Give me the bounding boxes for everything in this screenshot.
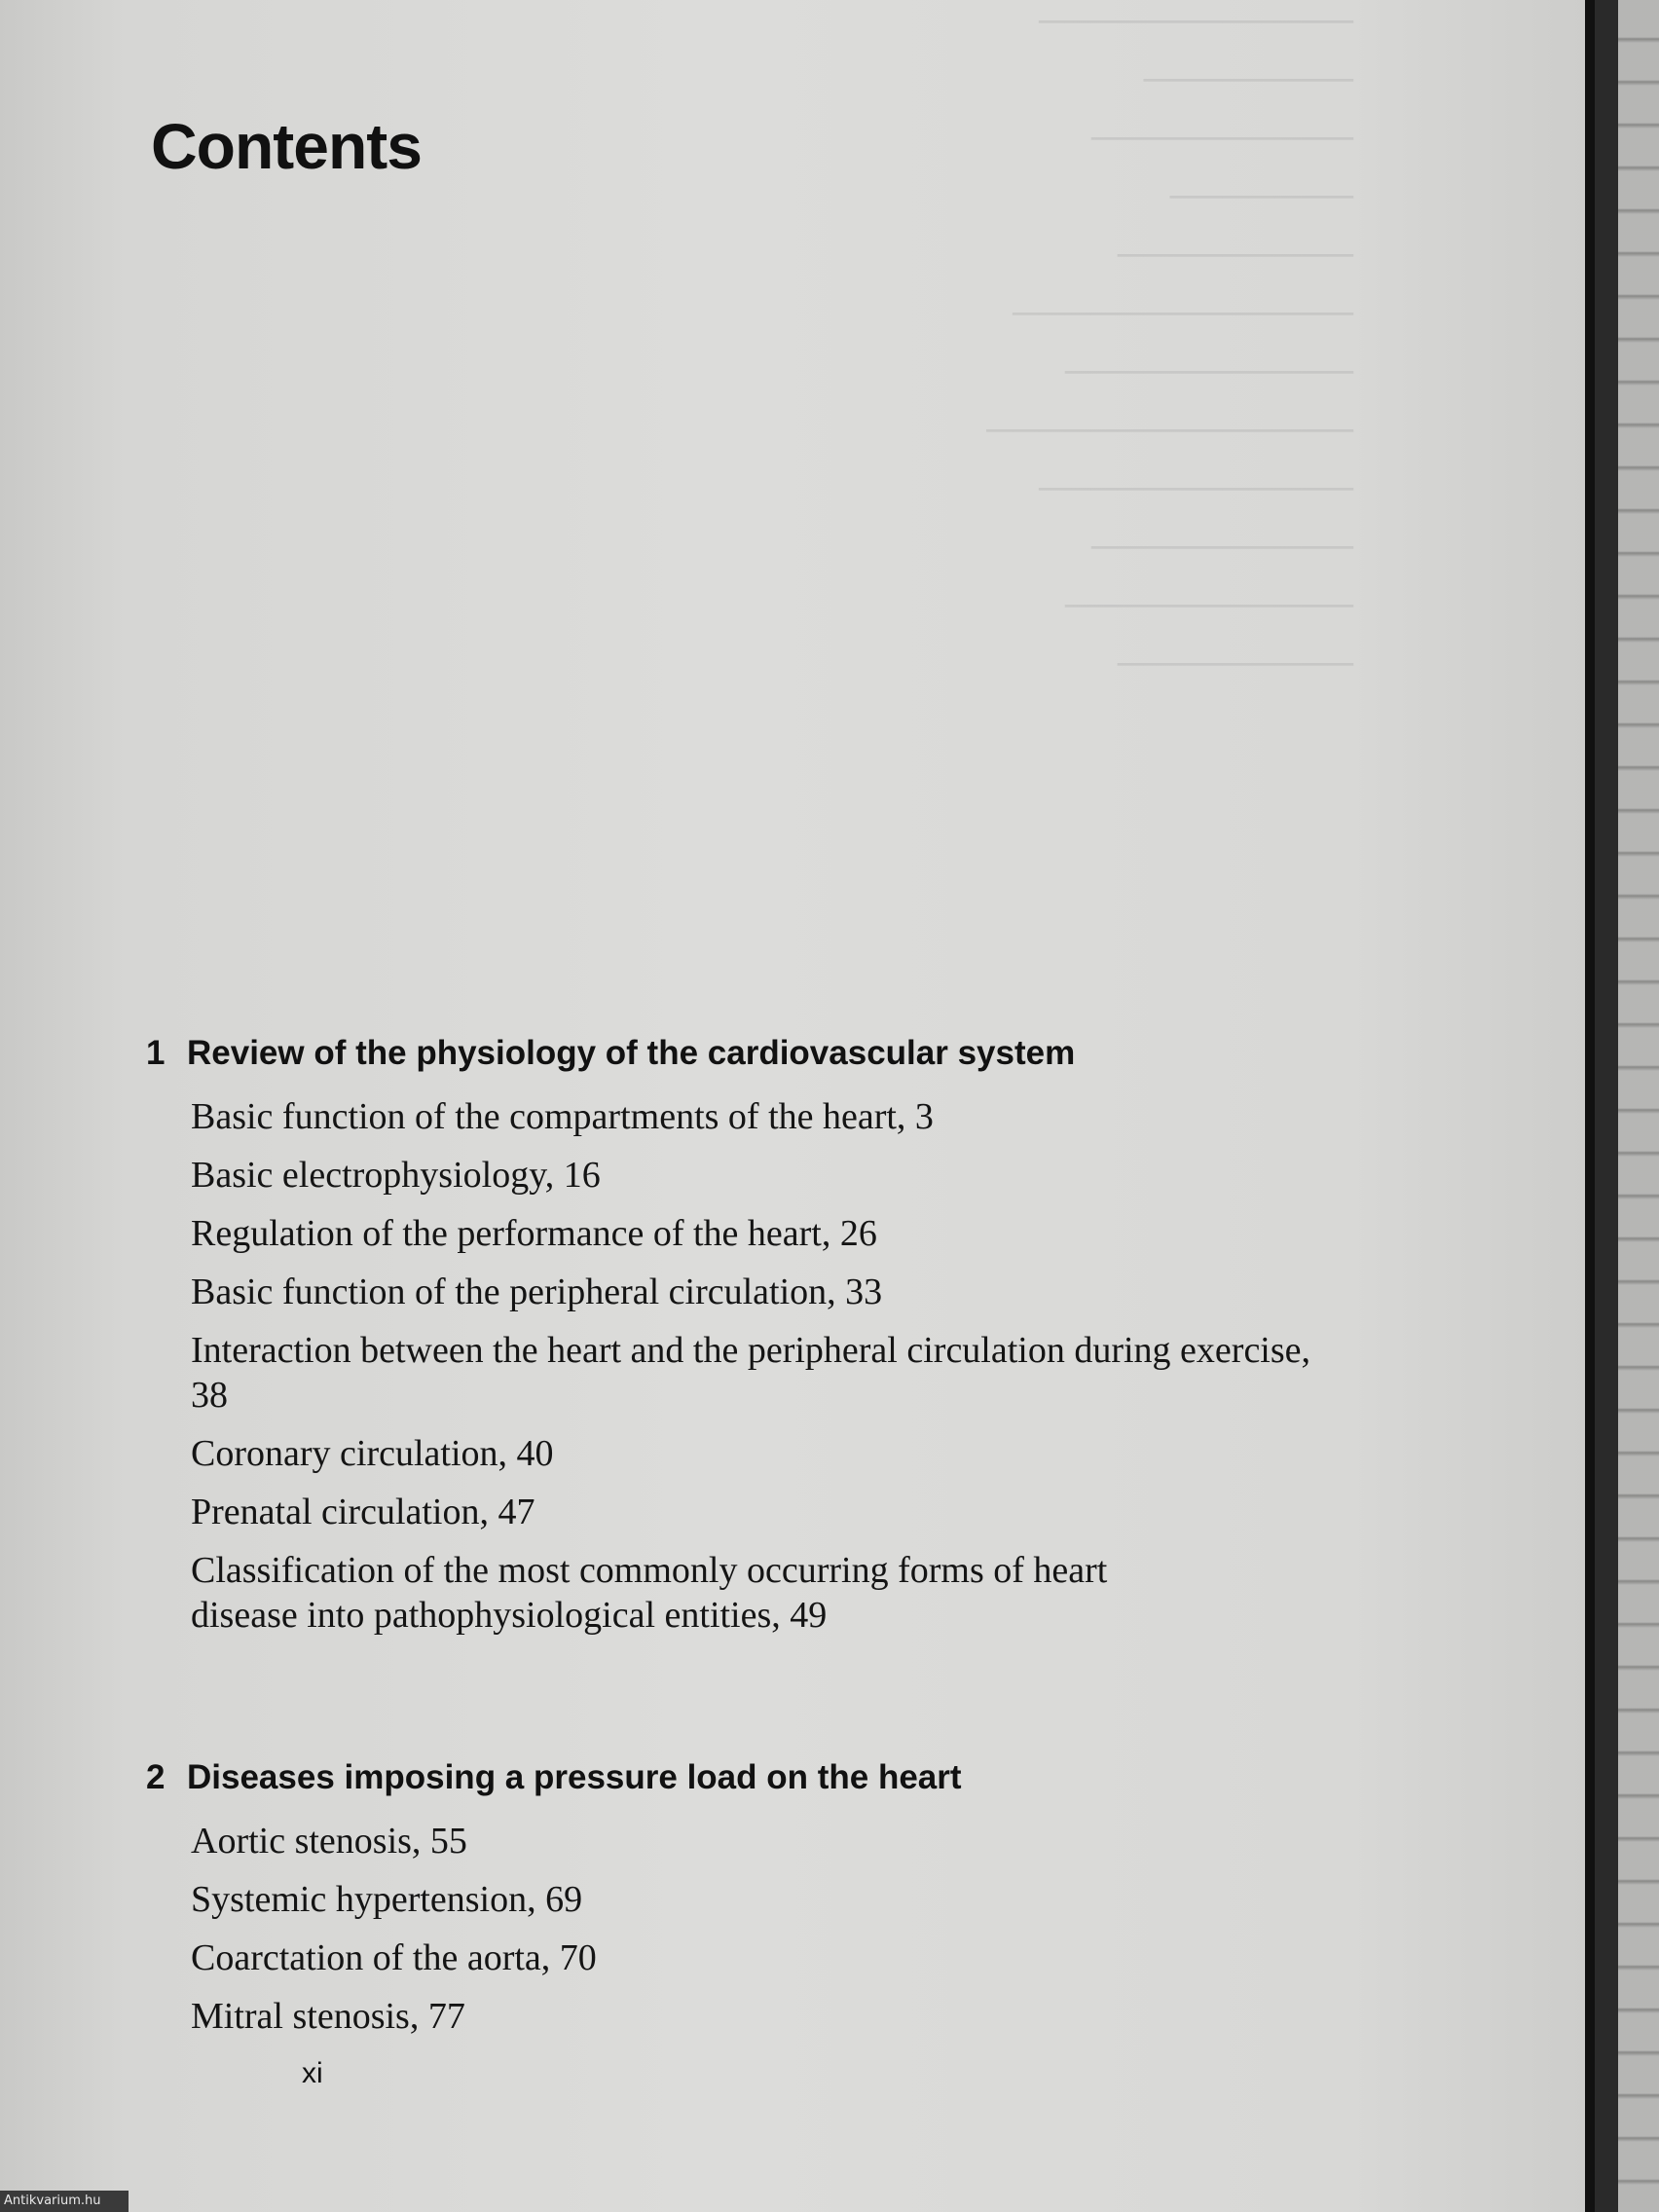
chapter-number: 1 xyxy=(146,1034,166,1072)
page-edges xyxy=(1618,0,1659,2212)
toc-entry: Basic function of the peripheral circulation, 33 xyxy=(191,1272,883,1312)
chapter-title: Diseases imposing a pressure load on the heart xyxy=(187,1758,962,1796)
chapter-entries xyxy=(146,1094,1363,1638)
page-title: Contents xyxy=(151,110,422,182)
toc-entry: Classification of the most commonly occurring forms of heart disease into pathophysiological entities, 49 xyxy=(191,1550,1108,1636)
chapter-heading xyxy=(146,1758,1363,1797)
toc-entry: Interaction between the heart and the peripheral circulation during exercise, 38 xyxy=(191,1330,1311,1416)
chapter-number: 2 xyxy=(146,1758,166,1796)
chapter-title: Review of the physiology of the cardiovascular system xyxy=(187,1034,1076,1072)
watermark: Antikvarium.hu xyxy=(0,2191,129,2212)
show-through-background: ──────────── ──────── ────────── ─────── ───────── ───────────── ─────────── ────────────── ──────────── ────────── ─────────── ───────── xyxy=(986,1,1353,684)
toc-entry: Coarctation of the aorta, 70 xyxy=(191,1937,597,1978)
chapter-2 xyxy=(146,1758,1363,2052)
toc-entry: Regulation of the performance of the heart, 26 xyxy=(191,1213,877,1254)
toc-entry: Mitral stenosis, 77 xyxy=(191,1996,465,2037)
spine-shadow xyxy=(1585,0,1595,2212)
toc-entry: Coronary circulation, 40 xyxy=(191,1433,554,1474)
toc-entry: Basic electrophysiology, 16 xyxy=(191,1155,601,1196)
chapter-entries xyxy=(146,1819,1363,2039)
chapter-heading xyxy=(146,1034,1363,1073)
toc-entry: Systemic hypertension, 69 xyxy=(191,1879,583,1920)
toc-entry: Basic function of the compartments of the heart, 3 xyxy=(191,1096,934,1137)
toc-entry: Aortic stenosis, 55 xyxy=(191,1821,467,1862)
chapter-1 xyxy=(146,1034,1363,1651)
page-number: xi xyxy=(302,2057,323,2089)
toc-entry: Prenatal circulation, 47 xyxy=(191,1492,535,1532)
